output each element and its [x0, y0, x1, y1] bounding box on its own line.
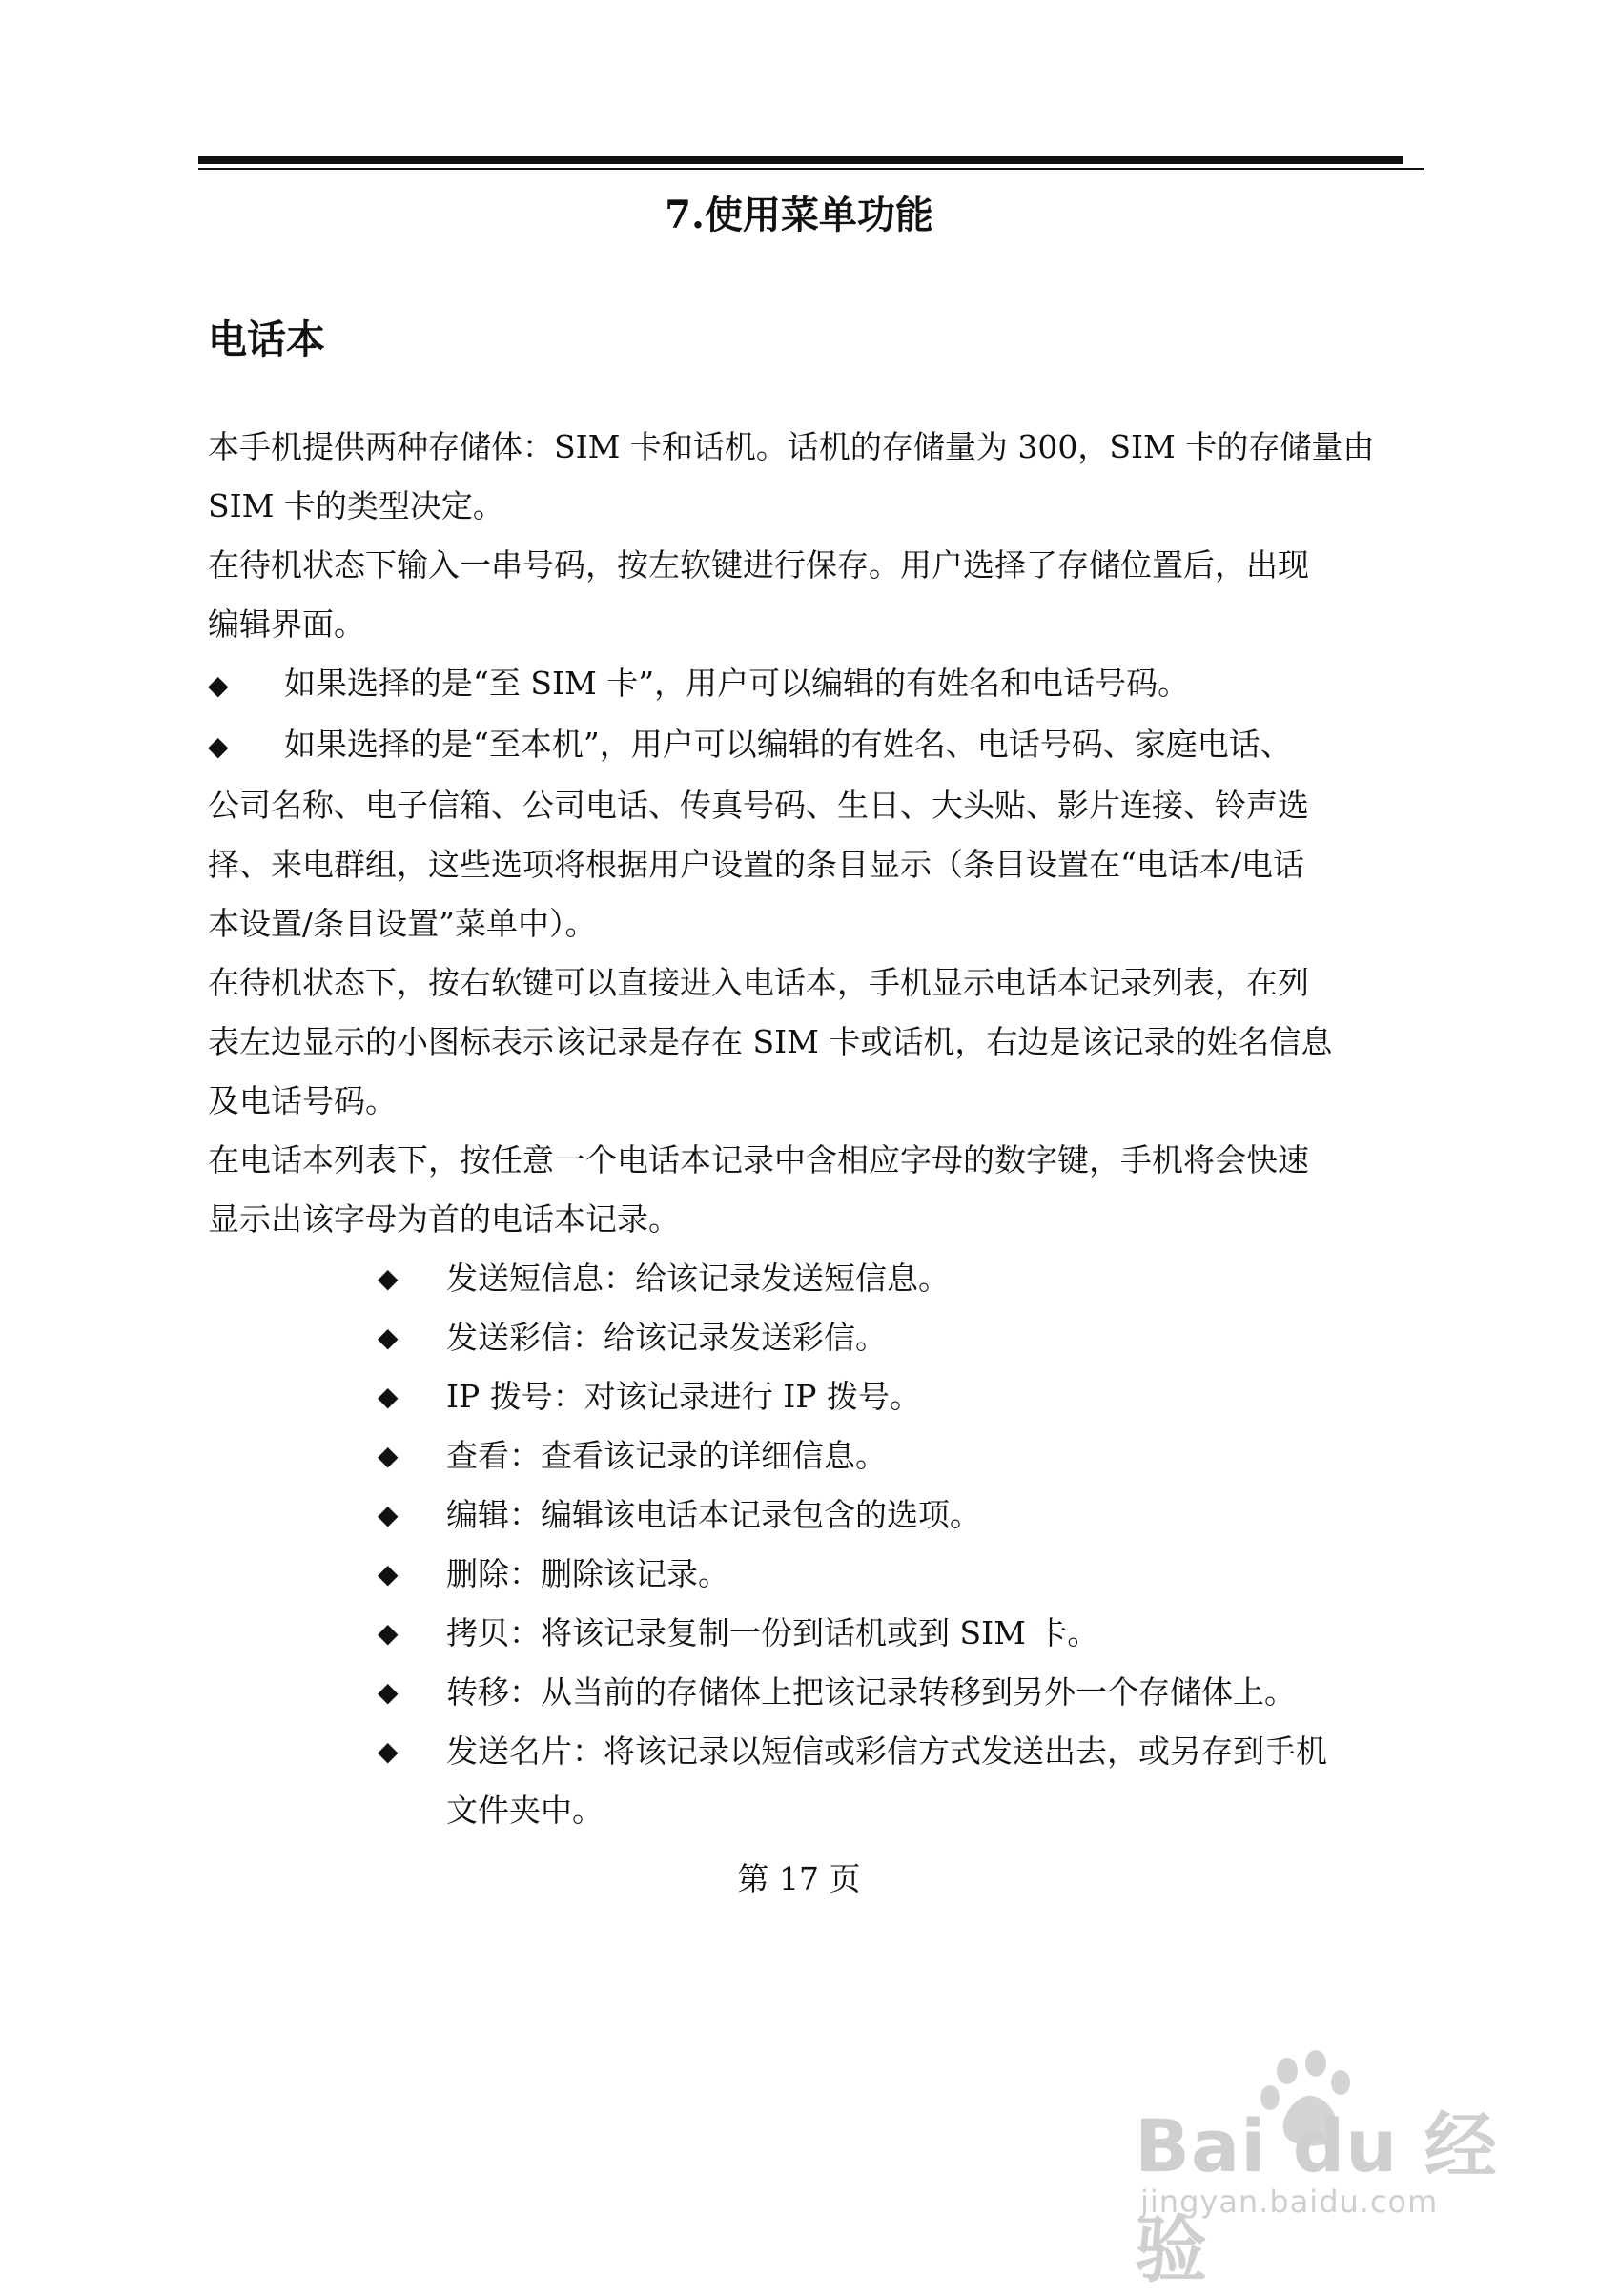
diamond-bullet-icon: ◆	[378, 1499, 399, 1530]
watermark-url: jingyan.baidu.com	[1140, 2183, 1439, 2220]
paragraph-line: 在待机状态下输入一串号码，按左软键进行保存。用户选择了存储位置后，出现	[208, 546, 1309, 584]
paragraph-line: 本设置/条目设置”菜单中）。	[208, 905, 597, 942]
header-rule-thin	[198, 168, 1424, 170]
options-list	[378, 1249, 1426, 1840]
header-rule-thick	[198, 156, 1403, 164]
watermark-brand: Bai du 经验	[1135, 2103, 1498, 2292]
paragraph-line: SIM 卡的类型决定。	[208, 487, 504, 524]
paragraph-line: 编辑界面。	[208, 605, 365, 643]
bullet-paragraph	[208, 715, 1426, 776]
list-item-text: 查看：查看该记录的详细信息。	[446, 1437, 887, 1474]
list-item-text: 转移：从当前的存储体上把该记录转移到另外一个存储体上。	[446, 1673, 1296, 1711]
list-item	[378, 1486, 1426, 1545]
list-item-text: 发送短信息：给该记录发送短信息。	[446, 1260, 950, 1297]
section-heading: 电话本	[208, 317, 325, 362]
paragraph-line: 表左边显示的小图标表示该记录是存在 SIM 卡或话机，右边是该记录的姓名信息	[208, 1023, 1333, 1060]
list-item-text: 删除：删除该记录。	[446, 1555, 729, 1592]
list-item-text: 发送彩信：给该记录发送彩信。	[446, 1319, 887, 1356]
diamond-bullet-icon: ◆	[378, 1381, 399, 1412]
baidu-watermark	[1135, 2050, 1516, 2292]
list-item	[378, 1663, 1426, 1722]
list-item	[378, 1545, 1426, 1604]
chapter-title: 7.使用菜单功能	[665, 193, 933, 237]
list-item	[378, 1308, 1426, 1367]
bullet-text: 如果选择的是“至 SIM 卡”，用户可以编辑的有姓名和电话号码。	[284, 665, 1190, 702]
paragraph-line: 公司名称、电子信箱、公司电话、传真号码、生日、大头贴、影片连接、铃声选	[208, 787, 1309, 824]
paragraph-line: 显示出该字母为首的电话本记录。	[208, 1200, 680, 1238]
list-item	[378, 1249, 1426, 1308]
list-item-text: IP 拨号：对该记录进行 IP 拨号。	[446, 1378, 921, 1415]
bullet-text: 如果选择的是“至本机”，用户可以编辑的有姓名、电话号码、家庭电话、	[284, 726, 1292, 763]
diamond-bullet-icon: ◆	[378, 1735, 399, 1767]
body-text	[208, 418, 1426, 1249]
diamond-bullet-icon: ◆	[208, 730, 229, 762]
list-item-text: 拷贝：将该记录复制一份到话机或到 SIM 卡。	[446, 1614, 1099, 1651]
diamond-bullet-icon: ◆	[378, 1617, 399, 1649]
paragraph-line: 及电话号码。	[208, 1082, 397, 1119]
list-item-text: 编辑：编辑该电话本记录包含的选项。	[446, 1496, 981, 1533]
paragraph-line: 本手机提供两种存储体：SIM 卡和话机。话机的存储量为 300，SIM 卡的存储量由	[208, 428, 1375, 465]
list-item-text: 发送名片：将该记录以短信或彩信方式发送出去，或另存到手机	[446, 1732, 1327, 1770]
diamond-bullet-icon: ◆	[378, 1322, 399, 1353]
diamond-bullet-icon: ◆	[378, 1676, 399, 1708]
paragraph-line: 择、来电群组，这些选项将根据用户设置的条目显示（条目设置在“电话本/电话	[208, 846, 1304, 883]
paragraph-line: 在待机状态下，按右软键可以直接进入电话本，手机显示电话本记录列表，在列	[208, 964, 1309, 1001]
diamond-bullet-icon: ◆	[208, 669, 229, 701]
diamond-bullet-icon: ◆	[378, 1262, 399, 1294]
paragraph-line: 在电话本列表下，按任意一个电话本记录中含相应字母的数字键，手机将会快速	[208, 1141, 1309, 1179]
list-item	[378, 1426, 1426, 1486]
list-item	[378, 1722, 1426, 1840]
list-item	[378, 1604, 1426, 1663]
diamond-bullet-icon: ◆	[378, 1440, 399, 1471]
list-item	[378, 1367, 1426, 1426]
bullet-paragraph	[208, 654, 1426, 715]
page-number: 第 17 页	[737, 1860, 861, 1897]
diamond-bullet-icon: ◆	[378, 1558, 399, 1589]
list-item-text: 文件夹中。	[446, 1792, 604, 1829]
